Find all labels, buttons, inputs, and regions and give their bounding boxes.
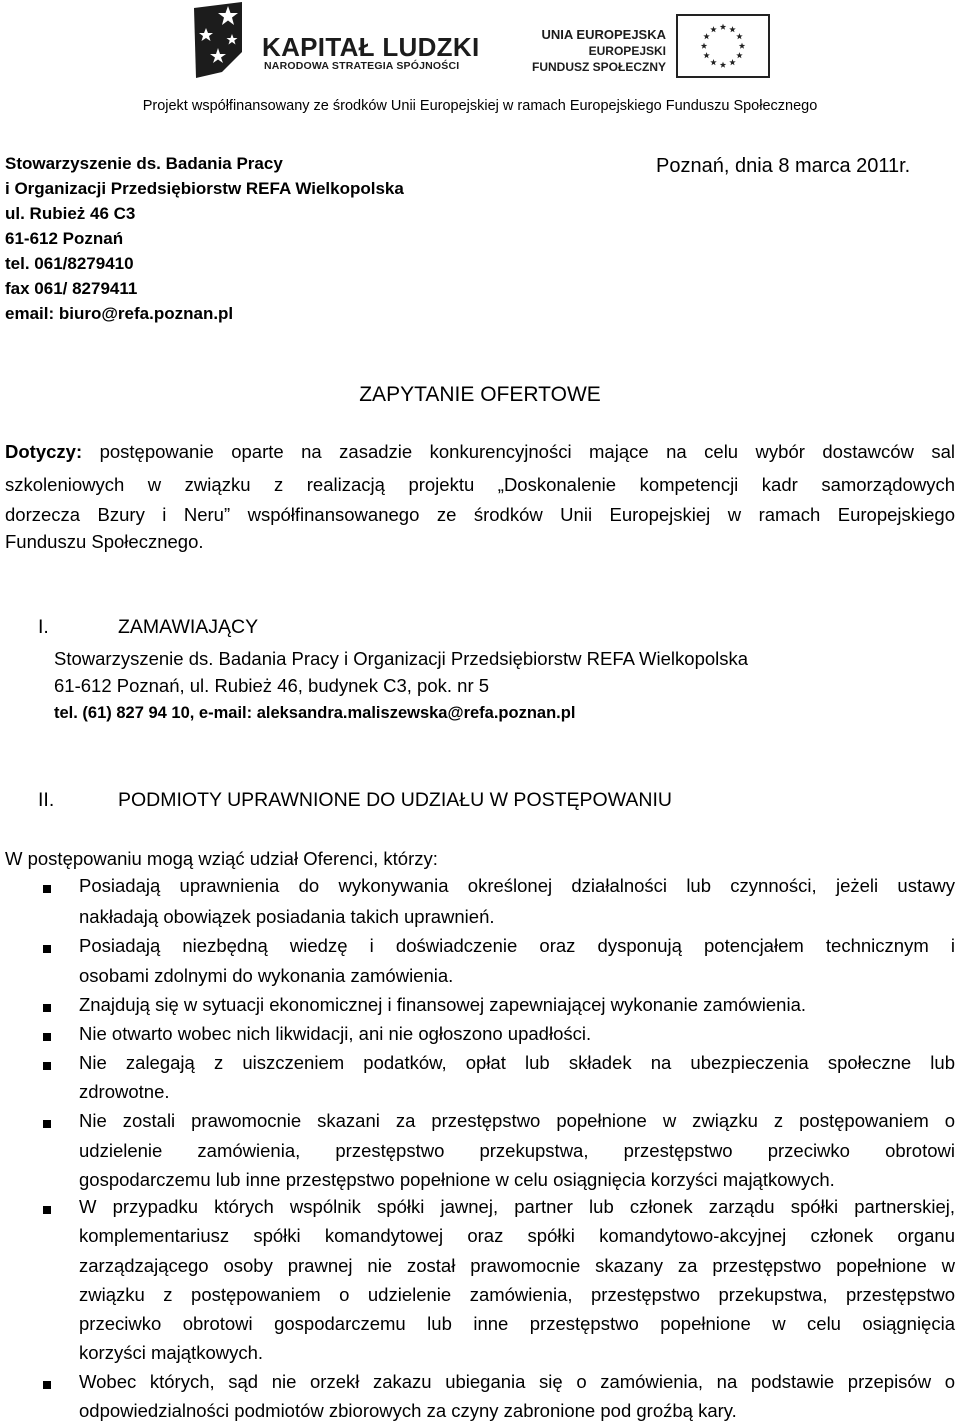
bullet-square-icon: [43, 1206, 51, 1214]
kapital-ludzki-logo-subtitle: NARODOWA STRATEGIA SPÓJNOŚCI: [264, 60, 460, 72]
section-title: ZAMAWIAJĄCY: [118, 616, 259, 638]
document-date: Poznań, dnia 8 marca 2011r.: [656, 155, 911, 177]
contractor-contact: tel. (61) 827 94 10, e-mail: aleksandra.maliszewska@refa.poznan.pl: [54, 704, 576, 722]
kapital-ludzki-logo-text: KAPITAŁ LUDZKI: [262, 32, 480, 62]
list-item-line: Nie zalegają z uiszczeniem podatków, opłat lub składek na ubezpieczenia społeczne lub: [79, 1052, 955, 1073]
cofinancing-note: Projekt współfinansowany ze środków Unii Europejskiej w ramach Europejskiego Funduszu Społecznego: [142, 98, 818, 114]
section-lead: W postępowaniu mogą wziąć udział Oferenci, którzy:: [5, 848, 438, 869]
list-item-line: gospodarczemu lub inne przestępstwo popełnione w celu osiągnięcia korzyści majątkowych.: [79, 1169, 835, 1190]
list-item-line: przeciwko obrotowi gospodarczemu lub inne przestępstwo popełnione w celu osiągnięcia: [79, 1313, 955, 1334]
list-item-line: udzielenie zamówienia, przestępstwo przekupstwa, przestępstwo przeciwko obrotowi: [79, 1140, 955, 1161]
bullet-square-icon: [43, 885, 51, 893]
sender-line: tel. 061/8279410: [5, 254, 134, 273]
list-item-line: Posiadają niezbędną wiedzę i doświadczenie oraz dysponują potencjałem technicznym i: [79, 935, 955, 956]
kapital-ludzki-emblem-logo: [192, 2, 244, 80]
list-item-line: Posiadają uprawnienia do wykonywania określonej działalności lub czynności, jeżeli ustawy: [79, 875, 955, 896]
eu-star-icon: [729, 26, 735, 32]
section-number: II.: [38, 789, 55, 811]
eu-star-icon: [703, 33, 709, 39]
bullet-square-icon: [43, 1004, 51, 1012]
list-item-line: osobami zdolnymi do wykonania zamówienia.: [79, 965, 454, 986]
eu-logo-line-3: FUNDUSZ SPOŁECZNY: [531, 60, 666, 74]
sender-line: 61-612 Poznań: [5, 229, 124, 248]
eu-star-icon: [701, 43, 707, 49]
list-item-line: związku z postępowaniem o udzielenie zamówienia, przestępstwo przekupstwa, przestępstwo: [79, 1284, 955, 1305]
eu-star-icon: [720, 24, 726, 30]
section-number: I.: [38, 616, 49, 638]
intro-label: Dotyczy:: [5, 441, 83, 462]
intro-line: szkoleniowych w związku z realizacją projektu „Doskonalenie kompetencji kadr samorządowych: [5, 474, 955, 495]
eu-star-icon: [736, 33, 742, 39]
list-item-line: nakładają obowiązek posiadania takich uprawnień.: [79, 906, 495, 927]
list-item-line: Znajdują się w sytuacji ekonomicznej i finansowej zapewniającej wykonanie zamówienia.: [79, 994, 807, 1015]
eu-star-icon: [739, 43, 745, 49]
sender-line: i Organizacji Przedsiębiorstw REFA Wielkopolska: [5, 179, 404, 198]
section-title: PODMIOTY UPRAWNIONE DO UDZIAŁU W POSTĘPOWANIU: [118, 789, 672, 811]
eu-star-icon: [710, 26, 716, 32]
eu-star-icon: [729, 59, 735, 65]
list-item-line: odpowiedzialności podmiotów zbiorowych za czyny zabronione pod groźbą kary.: [79, 1400, 737, 1421]
list-item-line: komplementariusz spółki komandytowej oraz spółki komandytowo-akcyjnej członek organu: [79, 1225, 955, 1246]
eu-star-icon: [720, 62, 726, 68]
document-title: ZAPYTANIE OFERTOWE: [359, 383, 601, 406]
contractor-address: 61-612 Poznań, ul. Rubież 46, budynek C3, pok. nr 5: [54, 675, 490, 696]
intro-line: dorzecza Bzury i Neru” współfinansowanego ze środków Unii Europejskiej w ramach Europejskiego: [5, 504, 955, 525]
list-item-line: Nie otwarto wobec nich likwidacji, ani nie ogłoszono upadłości.: [79, 1023, 592, 1044]
bullet-square-icon: [43, 1062, 51, 1070]
sender-line: Stowarzyszenie ds. Badania Pracy: [5, 154, 283, 173]
list-item-line: korzyści majątkowych.: [79, 1342, 264, 1363]
list-item-line: zdrowotne.: [79, 1081, 170, 1102]
list-item-line: W przypadku których wspólnik spółki jawnej, partner lub członek zarządu spółki partnerskiej,: [79, 1196, 955, 1217]
list-item-line: Wobec których, sąd nie orzekł zakazu ubiegania się o zamówienia, na podstawie przepisów o: [79, 1371, 955, 1392]
bullet-square-icon: [43, 1120, 51, 1128]
list-item-line: zarządzającego osoby prawnej nie został prawomocnie skazany za przestępstwo popełnione w: [79, 1255, 955, 1276]
eu-logo-line-2: EUROPEJSKI: [588, 44, 666, 58]
sender-email: email: biuro@refa.poznan.pl: [5, 304, 234, 323]
list-item-line: Nie zostali prawomocnie skazani za przestępstwo popełnione w związku z postępowaniem o: [79, 1110, 955, 1131]
bullet-square-icon: [43, 945, 51, 953]
eu-star-icon: [703, 52, 709, 58]
sender-line: fax 061/ 8279411: [5, 279, 138, 298]
intro-line: Dotyczy: postępowanie oparte na zasadzie konkurencyjności mające na celu wybór dostawców sal: [5, 441, 955, 462]
eu-logo-line-1: UNIA EUROPEJSKA: [541, 27, 666, 42]
bullet-square-icon: [43, 1033, 51, 1041]
contractor-name: Stowarzyszenie ds. Badania Pracy i Organizacji Przedsiębiorstw REFA Wielkopolska: [54, 648, 749, 669]
intro-line: Funduszu Społecznego.: [5, 531, 204, 552]
bullet-square-icon: [43, 1381, 51, 1389]
sender-line: ul. Rubież 46 C3: [5, 204, 136, 223]
eu-star-icon: [736, 52, 742, 58]
eu-flag-logo: [676, 14, 770, 78]
eu-star-icon: [710, 59, 716, 65]
